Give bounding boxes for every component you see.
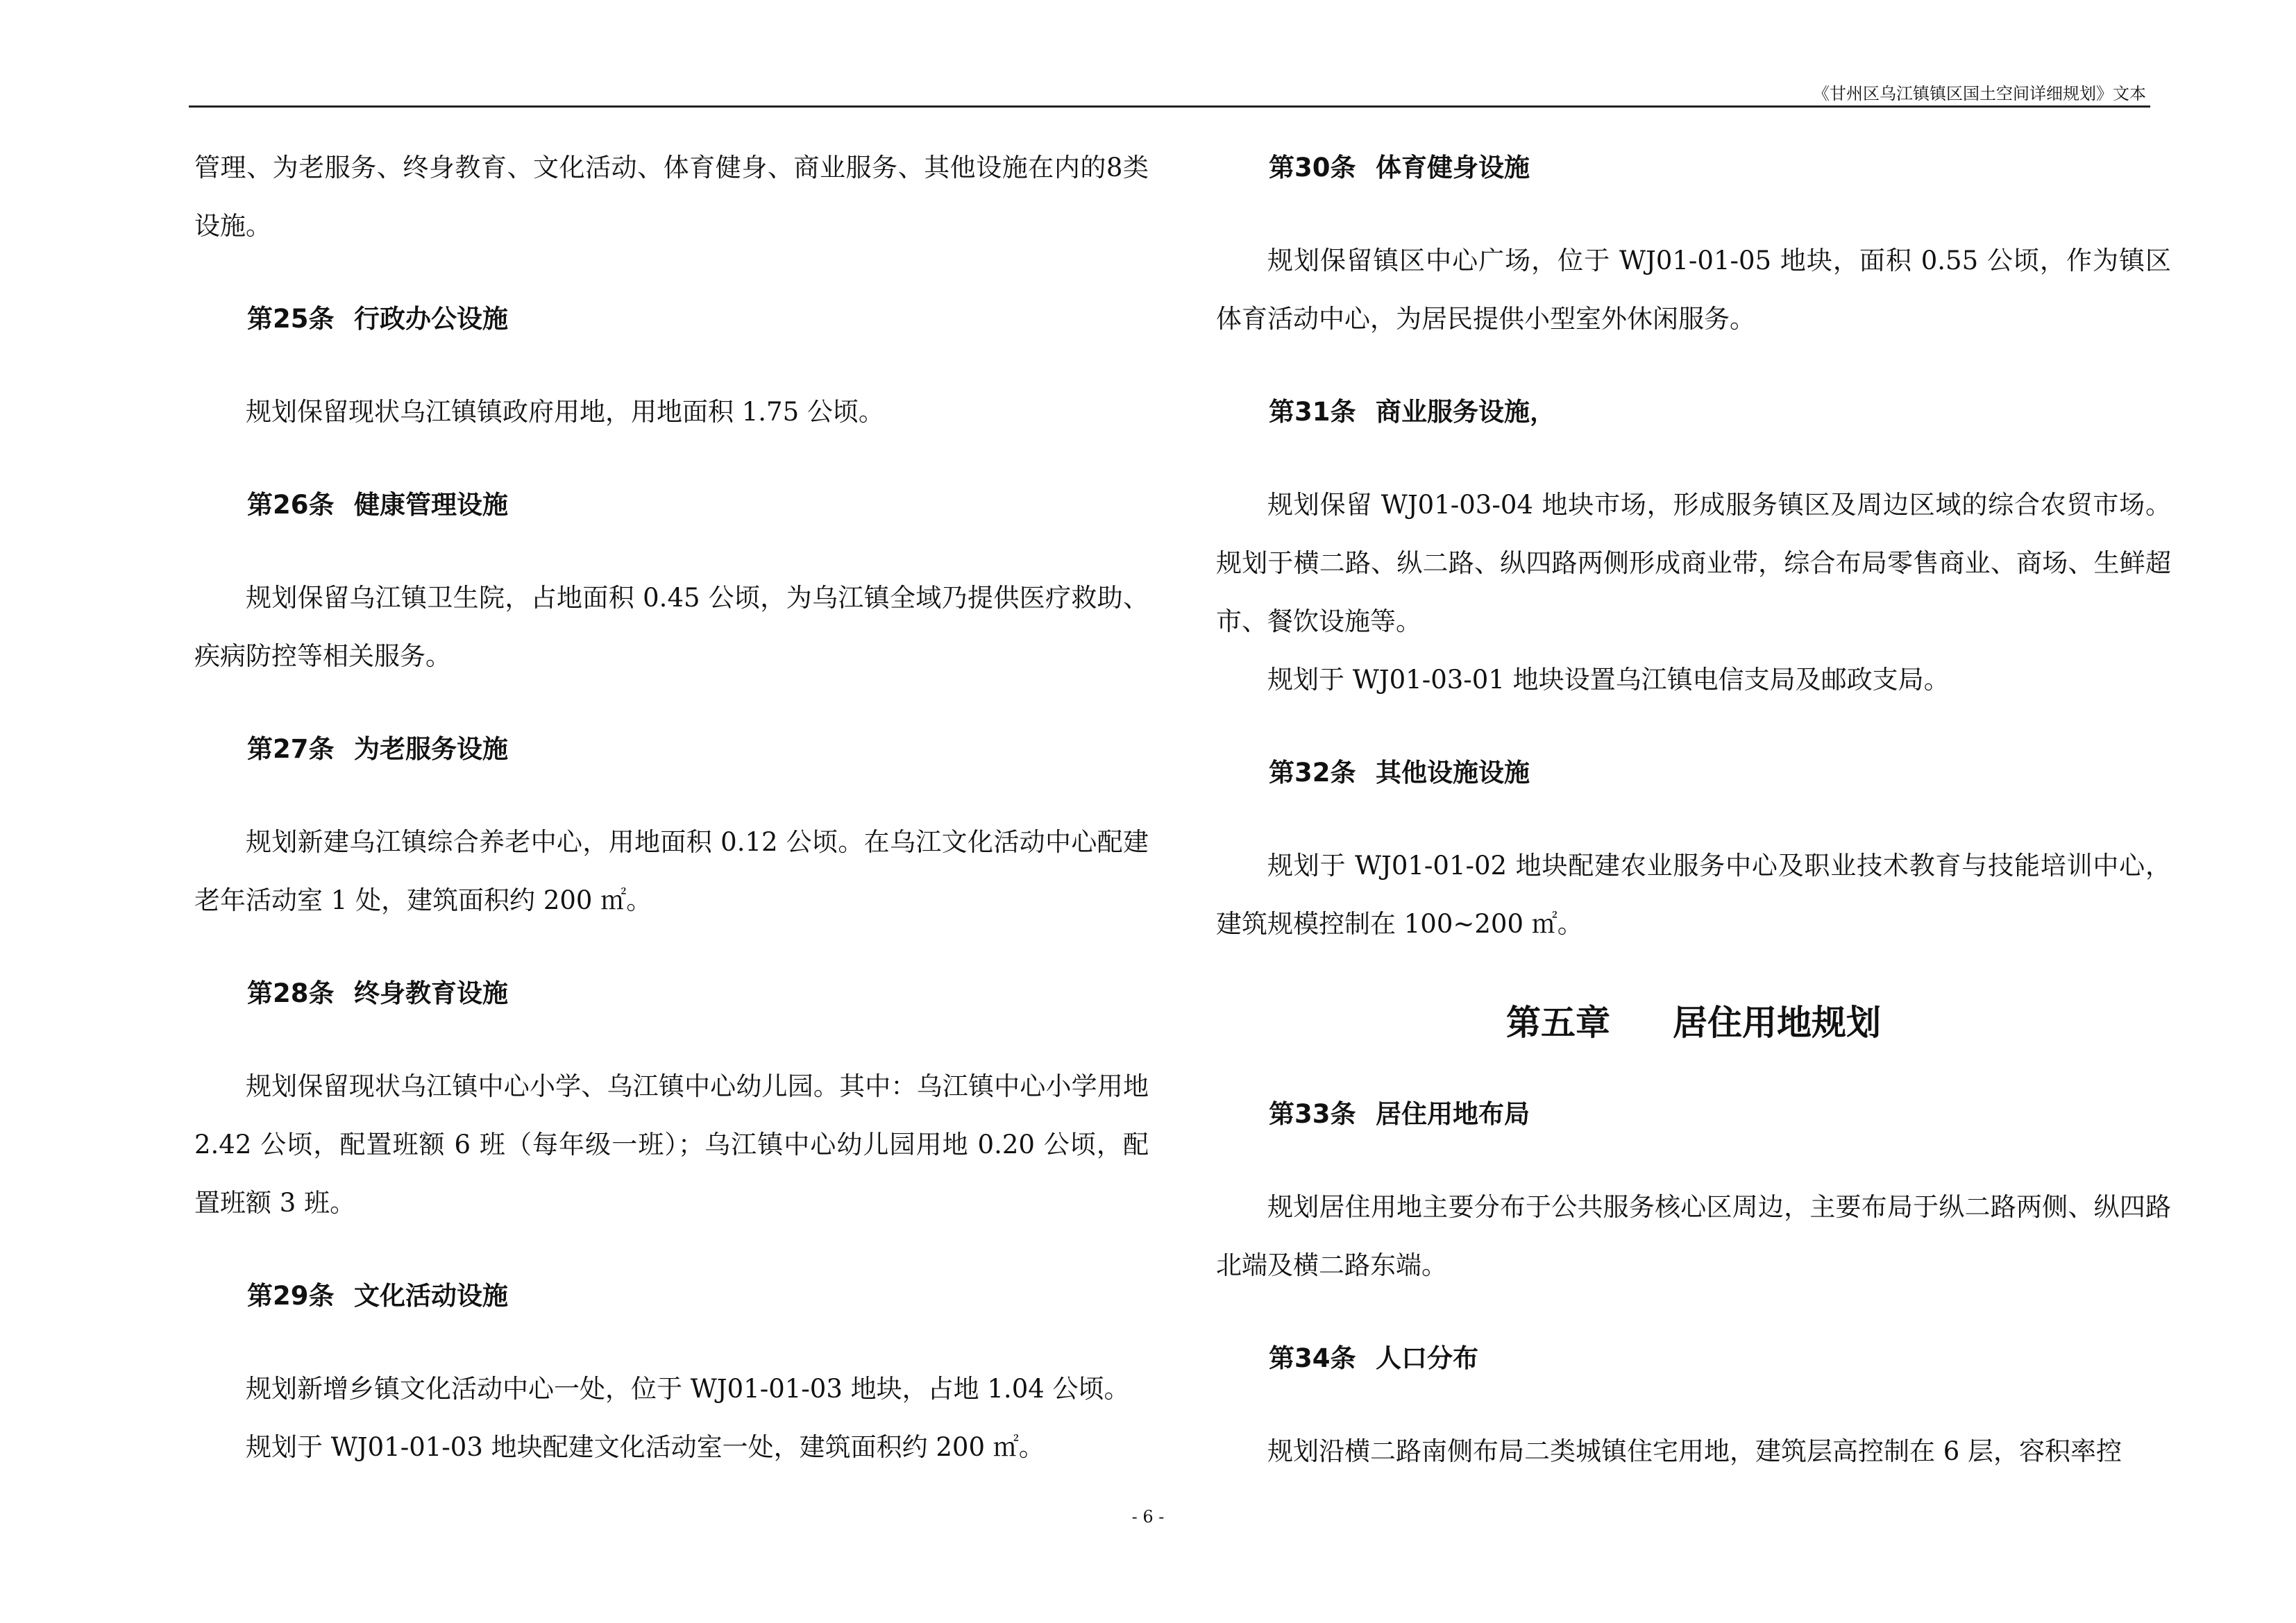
intro-paragraph: 管理、为老服务、终身教育、文化活动、体育健身、商业服务、其他设施在内的8类设施。 (194, 153, 1149, 241)
article-title: 居住用地布局 (1376, 1099, 1530, 1129)
article-body-31 (1216, 476, 2171, 709)
article-number: 第29条 (247, 1281, 335, 1311)
document-header-title: 《甘州区乌江镇镇区国土空间详细规划》文本 (1813, 84, 2146, 103)
article-title: 商业服务设施， (1376, 397, 1555, 427)
article-body-30 (1216, 232, 2171, 348)
chapter-heading (1216, 988, 2171, 1057)
paragraph: 规划保留现状乌江镇镇政府用地，用地面积 1.75 公顷。 (246, 397, 884, 427)
article-number: 第32条 (1269, 758, 1356, 788)
article-body-25 (194, 383, 1149, 441)
paragraph: 规划新建乌江镇综合养老中心，用地面积 0.12 公顷。在乌江文化活动中心配建老年活动室 1 处，建筑面积约 200 ㎡。 (194, 827, 1149, 915)
article-heading-26 (194, 476, 1149, 534)
article-heading-27 (194, 720, 1149, 779)
article-title: 为老服务设施 (354, 734, 508, 764)
article-heading-25 (194, 290, 1149, 348)
paragraph: 规划于 WJ01-03-01 地块设置乌江镇电信支局及邮政支局。 (1267, 665, 1950, 695)
article-title: 行政办公设施 (354, 304, 508, 334)
page-number: - 6 - (1131, 1507, 1165, 1527)
chapter-number: 第五章 (1506, 1003, 1610, 1043)
left-column (194, 139, 1149, 1511)
article-body-27 (194, 813, 1149, 930)
article-title: 人口分布 (1376, 1343, 1478, 1373)
paragraph: 规划保留现状乌江镇中心小学、乌江镇中心幼儿园。其中：乌江镇中心小学用地 2.42 公顷，配置班额 6 班（每年级一班）；乌江镇中心幼儿园用地 0.20 公顷，配置班额 3 班。 (194, 1071, 1149, 1218)
article-body-33 (1216, 1178, 2171, 1295)
paragraph: 规划沿横二路南侧布局二类城镇住宅用地，建筑层高控制在 6 层，容积率控 (1267, 1436, 2122, 1466)
right-column (1216, 139, 2171, 1515)
paragraph: 规划保留 WJ01-03-04 地块市场，形成服务镇区及周边区域的综合农贸市场。规划于横二路、纵二路、纵四路两侧形成商业带，综合布局零售商业、商场、生鲜超市、餐饮设施等。 (1216, 490, 2171, 636)
paragraph: 规划于 WJ01-01-02 地块配建农业服务中心及职业技术教育与技能培训中心，建筑规模控制在 100~200 ㎡。 (1216, 851, 2171, 939)
header-divider (189, 105, 2150, 108)
article-body-29 (194, 1360, 1149, 1477)
paragraph: 规划保留乌江镇卫生院，占地面积 0.45 公顷，为乌江镇全域乃提供医疗救助、疾病防控等相关服务。 (194, 583, 1149, 671)
article-number: 第28条 (247, 978, 335, 1008)
article-body-26 (194, 569, 1149, 686)
article-title: 终身教育设施 (354, 978, 508, 1008)
article-number: 第27条 (247, 734, 335, 764)
article-heading-32 (1216, 744, 2171, 802)
article-number: 第25条 (247, 304, 335, 334)
intro-block (194, 139, 1149, 255)
article-heading-34 (1216, 1329, 2171, 1388)
article-number: 第31条 (1269, 397, 1356, 427)
article-title: 文化活动设施 (354, 1281, 508, 1311)
article-heading-28 (194, 965, 1149, 1023)
article-title: 健康管理设施 (354, 490, 508, 520)
chapter-title: 居住用地规划 (1673, 1003, 1881, 1043)
article-body-32 (1216, 837, 2171, 953)
article-number: 第34条 (1269, 1343, 1356, 1373)
article-heading-33 (1216, 1085, 2171, 1144)
article-number: 第26条 (247, 490, 335, 520)
article-number: 第33条 (1269, 1099, 1356, 1129)
paragraph: 规划于 WJ01-01-03 地块配建文化活动室一处，建筑面积约 200 ㎡。 (246, 1432, 1045, 1462)
article-heading-29 (194, 1267, 1149, 1325)
article-title: 其他设施设施 (1376, 758, 1530, 788)
article-heading-31 (1216, 383, 2171, 441)
article-heading-30 (1216, 139, 2171, 197)
article-body-28 (194, 1057, 1149, 1232)
article-body-34 (1216, 1422, 2171, 1481)
paragraph: 规划居住用地主要分布于公共服务核心区周边，主要布局于纵二路两侧、纵四路北端及横二路东端。 (1216, 1192, 2171, 1280)
article-title: 体育健身设施 (1376, 153, 1530, 182)
article-number: 第30条 (1269, 153, 1356, 182)
paragraph: 规划保留镇区中心广场，位于 WJ01-01-05 地块，面积 0.55 公顷，作为镇区体育活动中心，为居民提供小型室外休闲服务。 (1216, 246, 2171, 334)
paragraph: 规划新增乡镇文化活动中心一处，位于 WJ01-01-03 地块，占地 1.04 公顷。 (246, 1374, 1130, 1404)
